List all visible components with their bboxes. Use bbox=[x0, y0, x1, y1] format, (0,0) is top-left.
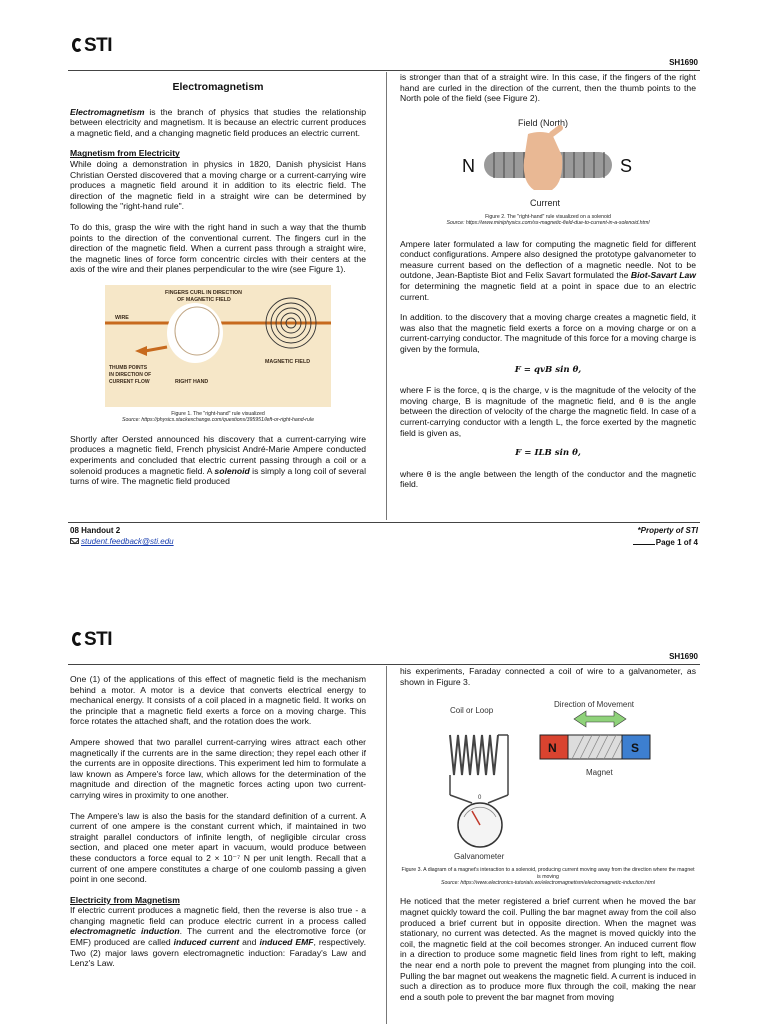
handout-page-2 bbox=[0, 620, 768, 1024]
mail-icon bbox=[70, 538, 79, 544]
footer-email bbox=[70, 537, 174, 548]
label-magnet-s: S bbox=[631, 741, 640, 756]
paragraph-theta: where θ is the angle between the length of the conductor and the magnetic field. bbox=[400, 468, 696, 490]
logo-swoosh-icon bbox=[72, 38, 83, 52]
paragraph-right-hand: To do this, grasp the wire with the right hand in such a way that the thumb points to the direction of the conventional current. The fingers curl in the direction of the magnetic field. When a current pass through a straight wire, the magnetic lines of force form concentric circles with their centers at the axis of the wire and their planes perpendicular to the wire (see Figure 1). bbox=[70, 221, 366, 275]
label-magnet-n: N bbox=[548, 741, 557, 756]
paragraph-solenoid-field: is stronger than that of a straight wire. In this case, if the fingers of the right hand are curled in the direction of the current, then the thumb points to the North pole of the field (see Figure 2). bbox=[400, 72, 696, 104]
label-thumb-line3: CURRENT FLOW bbox=[109, 378, 150, 385]
figure-1-right-hand-rule bbox=[105, 285, 331, 407]
right-column bbox=[400, 72, 696, 500]
paragraph-faraday-observation: He noticed that the meter registered a brief current when he moved the bar magnet quickly toward the coil. Pulling the bar magnet away from the coil also produced a brief current but in opposite direction. When the magnet was stationary, no current was detected. As the magnet is moved quickly into the coil, the magnetic field at the coil becomes stronger. An induced current flow in a direction to produce some magnetic field lines from right to left, making the near end a north pole to prevent the magnet from plunging into the coil. Pulling the bar magnet out weakens the magnetic field. A current is induced in such a direction as to produce more flux through the coil, making the near end a south pole to prevent the bar magnet from moving bbox=[400, 896, 696, 1002]
paragraph-ampere-definition: The Ampere's law is also the basis for the standard definition of a current. A current of one ampere is the constant current which, if maintained in two straight parallel conductors of infinite length, of negligible circular cross section, and placed one meter apart in vacuum, would produce between these conductors a force equal to 2 × 10⁻⁷ N per unit length. Recall that a current of one ampere constitutes a charge of one coulomb passing a given point in one second. bbox=[70, 810, 366, 885]
label-right-hand: RIGHT HAND bbox=[175, 378, 209, 385]
sti-logo: STI bbox=[72, 38, 112, 52]
footer-page-number: Page 1 of 4 bbox=[633, 537, 698, 549]
left-column-page2 bbox=[70, 674, 366, 979]
figure-1-source: Source: https://physics.stackexchange.com/questions/395951/left-or-right-hand-rule bbox=[122, 417, 314, 424]
figure-2-source: Source: https://www.miniphysics.com/ss-magnetic-field-due-to-current-in-a-solenoid.html bbox=[446, 220, 650, 227]
label-direction-of-movement: Direction of Movement bbox=[554, 700, 635, 710]
column-divider-page2 bbox=[386, 666, 387, 1024]
feedback-email-link[interactable]: student.feedback@sti.edu bbox=[81, 537, 174, 546]
figure-3-source: Source: https://www.electronics-tutorials.ws/electromagnetism/electromagnetic-induction.html bbox=[441, 880, 655, 886]
paragraph-parallel-wires: Ampere showed that two parallel current-carrying wires attract each other magnetically if the currents are in the same direction; they repel each other if the currents are in opposite directions. This experiment led him to formulate a law known as Ampere's force law, which allows for the determination of the magnitude and direction of the magnetic forces acting upon two current-carrying wires in proximity to one another. bbox=[70, 736, 366, 800]
label-fingers-line2: OF MAGNETIC FIELD bbox=[177, 296, 231, 303]
footer-handout: 08 Handout 2 bbox=[70, 526, 121, 535]
header-rule-page2 bbox=[68, 664, 700, 665]
paragraph-biot-savart: Ampere later formulated a law for computing the magnetic field for different conduct configurations. Ampere also designed the prototype galvanometer to measure current based on the deflection of a magnetic needle. Not to be outdone, Jean-Baptiste Biot and Felix Savart formulated the Biot-Savart Law for determining the magnetic field at a point in space due to an electric current. bbox=[400, 238, 696, 302]
intro-paragraph: Electromagnetism is the branch of physics that studies the relationship between electricity and magnetism. It is because an electric current produces a magnetic field, and a changing magnetic field produces an electric current. bbox=[70, 106, 366, 138]
footer-rule bbox=[68, 522, 700, 523]
logo-swoosh-icon bbox=[72, 632, 83, 646]
paragraph-force-moving-charge: In addition. to the discovery that a moving charge creates a magnetic field, it was also that the magnetic field exerts a force on a moving charge or on a current-carrying conductor. The magnitude of this force for a moving charge is given by the formula, bbox=[400, 312, 696, 354]
formula-force-conductor: F = ILB sin θ, bbox=[515, 448, 581, 459]
paragraph-ampere-solenoid: Shortly after Oersted announced his discovery that a current-carrying wire produces a magnetic field, French physicist André-Marie Ampere conducted experiments and concluded that electric current passing through a coil or a solenoid produces a magnetic field. A solenoid is simply a long coil of several turns of wire. The magnetic field produced bbox=[70, 433, 366, 487]
label-field-north: Field (North) bbox=[518, 117, 569, 128]
direction-arrow-icon bbox=[574, 711, 626, 727]
doc-code-page2: SH1690 bbox=[669, 652, 698, 661]
paragraph-oersted: While doing a demonstration in physics in 1820, Danish physicist Hans Christian Oersted discovered that a moving charge or a current-carrying wire produces a magnetic field around it in addition to its electric field. The direction of the magnetic field in a straight wire can be determined by following the "right-hand rule". bbox=[70, 158, 366, 212]
formula-force-charge: F = qvB sin θ, bbox=[514, 364, 582, 375]
label-current: Current bbox=[530, 197, 561, 208]
column-divider bbox=[386, 72, 387, 520]
paragraph-motor: One (1) of the applications of this effect of magnetic field is the mechanism behind a motor. A motor is a device that converts electrical energy to mechanical energy. It consists of a coil placed in a magnetic field. It works on the principle that a magnetic field exerts a force on a moving charge. This force rotates the attached shaft, and the rotation does the work. bbox=[70, 674, 366, 727]
label-magnet: Magnet bbox=[586, 768, 613, 778]
faraday-induction-illustration bbox=[428, 695, 668, 863]
paragraph-induction: If electric current produces a magnetic field, then the reverse is also true - a changing magnetic field can produce electric current in a process called electromagnetic induction. The current and the electromotive force (or EMF) produced are called induced current and induced EMF, respectively. Two (2) major laws govern electromagnetic induction: Faraday's Law and Lenz's Law. bbox=[70, 905, 366, 969]
header-rule bbox=[68, 70, 700, 71]
label-s-pole: S bbox=[620, 155, 633, 176]
label-n-pole: N bbox=[462, 155, 475, 176]
footer-property: *Property of STI bbox=[637, 526, 698, 535]
label-thumb-line1: THUMB POINTS bbox=[109, 364, 148, 371]
section-heading-electricity: Electricity from Magnetism bbox=[70, 894, 180, 905]
paragraph-faraday-setup: his experiments, Faraday connected a coil of wire to a galvanometer, as shown in Figure 3. bbox=[400, 666, 696, 687]
figure-3-faraday bbox=[428, 695, 668, 863]
figure-2-caption: Figure 2. The "right-hand" rule visualized on a solenoid bbox=[485, 213, 611, 220]
label-coil-or-loop: Coil or Loop bbox=[450, 706, 494, 716]
sti-logo-page2: STI bbox=[72, 632, 112, 646]
figure-3-caption: Figure 3. A diagram of a magnet's interaction to a solenoid, producing current moving away from the direction where the magnet is moving bbox=[401, 867, 695, 880]
left-column bbox=[70, 72, 366, 497]
right-column-page2 bbox=[400, 666, 696, 1012]
figure-1-caption: Figure 1. The "right-hand" rule visualized bbox=[171, 410, 265, 417]
page-title: Electromagnetism bbox=[172, 81, 264, 93]
label-fingers-line1: FINGERS CURL IN DIRECTION bbox=[165, 289, 243, 296]
label-wire: WIRE bbox=[115, 314, 129, 321]
label-zero: 0 bbox=[478, 795, 482, 802]
doc-code: SH1690 bbox=[669, 58, 698, 67]
paragraph-variables: where F is the force, q is the charge, v is the magnitude of the velocity of the moving charge, B is magnitude of the magnetic field, and θ is the angle between the direction of velocity of the charge the magnetic field. In case of a current-carrying conductor with a length L, the force exerted by the magnetic field is given as, bbox=[400, 385, 696, 438]
label-galvanometer: Galvanometer bbox=[454, 852, 505, 862]
right-hand-rule-illustration bbox=[105, 285, 331, 407]
section-heading-magnetism: Magnetism from Electricity bbox=[70, 148, 180, 159]
label-magnetic-field: MAGNETIC FIELD bbox=[265, 358, 311, 365]
solenoid-right-hand-illustration bbox=[448, 112, 648, 210]
figure-2-solenoid bbox=[448, 112, 648, 210]
label-thumb-line2: IN DIRECTION OF bbox=[109, 371, 152, 378]
